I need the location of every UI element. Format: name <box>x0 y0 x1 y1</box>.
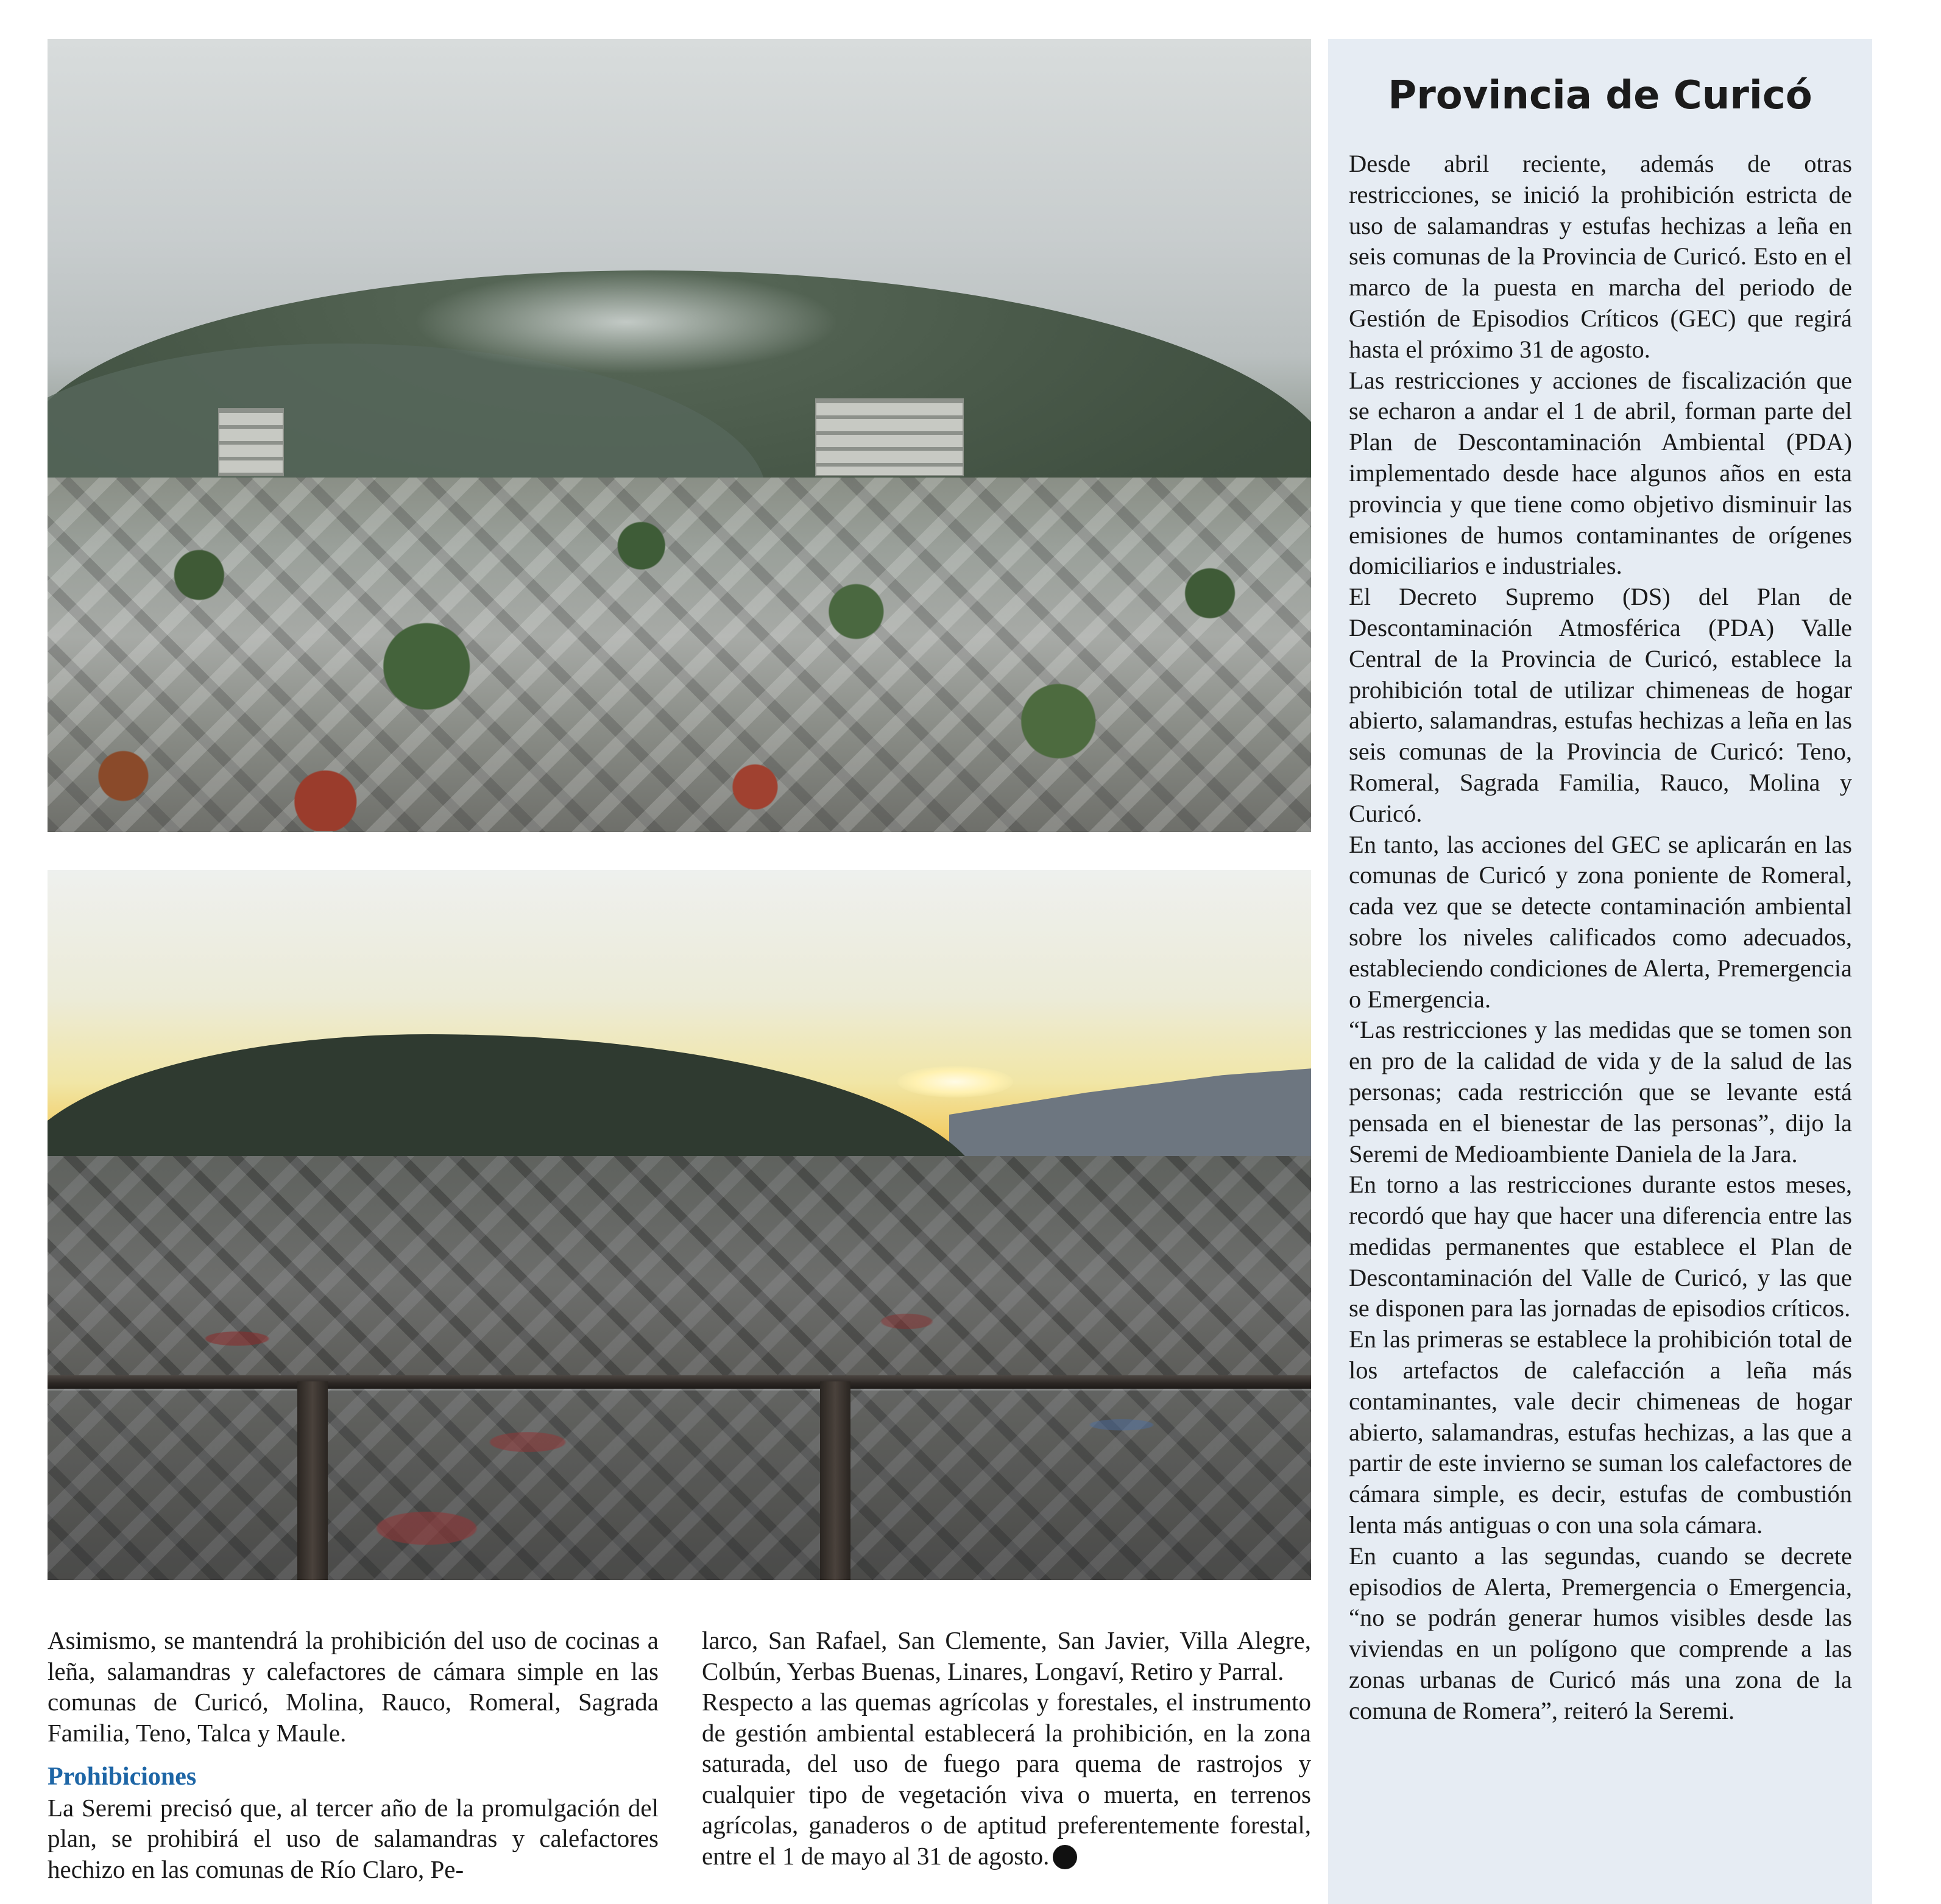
section-subhead: Prohibiciones <box>48 1763 197 1791</box>
railing-post <box>820 1381 850 1580</box>
mist <box>413 270 840 374</box>
article-paragraph-text: Respecto a las quemas agrícolas y forestales, el instrumento de gestión ambiental establecerá la prohibición, en la zona saturada, del uso de fuego para quema de rastrojos y cualquier tipo de vegetación viva o muerta, en terrenos agrícolas, ganaderos o de aptitud preferentemente forestal, entre el 1 de mayo al 31 de agosto. <box>702 1688 1311 1870</box>
sidebar-body <box>1349 149 1852 1727</box>
setting-sun <box>897 1066 1013 1098</box>
sidebar-paragraph: Las restricciones y acciones de fiscalización que se echaron a andar el 1 de abril, forman parte del Plan de Descontaminación Ambiental (PDA) implementado desde hace algunos años en esta provincia y que tiene como objetivo disminuir las emisiones de humos contaminantes de orígenes domiciliarios e industriales. <box>1349 366 1852 580</box>
sidebar-paragraph: Desde abril reciente, además de otras restricciones, se inició la prohibición estricta de uso de salamandras y estufas hechizas a leña en seis comunas de la Provincia de Curicó. Esto en el marco de la puesta en marcha del periodo de Gestión de Episodios Críticos (GEC) que regirá hasta el próximo 31 de agosto. <box>1349 150 1852 363</box>
sidebar-paragraph: “Las restricciones y las medidas que se tomen son en pro de la calidad de vida y de la salud de las personas; cada restricción que se levante está pensada en el bienestar de las personas”, dijo la Seremi de Medioambiente Daniela de la Jara. <box>1349 1016 1852 1168</box>
end-of-article-dot <box>1053 1845 1077 1869</box>
sidebar-paragraph: En tanto, las acciones del GEC se aplicarán en las comunas de Curicó y zona poniente de Romeral, cada vez que se detecte contaminación ambiental sobre los niveles calificados como adecuados, estableciendo condiciones de Alerta, Premergencia o Emergencia. <box>1349 830 1852 1013</box>
article-column-middle <box>702 1625 1311 1871</box>
article-column-left <box>48 1625 659 1885</box>
apartment-building <box>815 398 964 476</box>
article-paragraph: Asimismo, se mantendrá la prohibición del uso de cocinas a leña, salamandras y calefactores de cámara simple en las comunas de Curicó, Molina, Rauco, Romeral, Sagrada Familia, Teno, Talca y Maule. <box>48 1626 659 1747</box>
sidebar-paragraph: El Decreto Supremo (DS) del Plan de Descontaminación Atmosférica (PDA) Valle Central de la Provincia de Curicó, establece la prohibición total de utilizar chimeneas de hogar abierto, salamandras, estufas hechizas a leña en las seis comunas de la Provincia de Curicó: Teno, Romeral, Sagrada Familia, Rauco, Molina y Curicó. <box>1349 583 1852 827</box>
city-sunset-photo <box>48 870 1311 1580</box>
balcony-railing <box>48 1375 1311 1389</box>
city-hill-cloudy-photo <box>48 39 1311 832</box>
sidebar-paragraph: En cuanto a las segundas, cuando se decrete episodios de Alerta, Premergencia o Emergencia, “no se podrán generar humos visibles desde las viviendas en un polígono que comprende a las zonas urbanas de Curicó más una zona de la comuna de Romera”, reiteró la Seremi. <box>1349 1542 1852 1724</box>
glass-balcony <box>48 1389 1311 1580</box>
railing-post <box>297 1381 328 1580</box>
sidebar-paragraph: En torno a las restricciones durante estos meses, recordó que hay que hacer una diferencia entre las medidas permanentes que establece el Plan de Descontaminación del Valle de Curicó, y las que se disponen para las jornadas de episodios críticos. <box>1349 1171 1852 1322</box>
trees <box>48 465 1311 831</box>
sidebar-box <box>1328 39 1872 1904</box>
article-paragraph: La Seremi precisó que, al tercer año de la promulgación del plan, se prohibirá el uso de salamandras y calefactores hechizo en las comunas de Río Claro, Pe- <box>48 1793 659 1883</box>
sidebar-paragraph: En las primeras se establece la prohibición total de los artefactos de calefacción a leña más contaminantes, vale decir chimeneas de hogar abierto, salamandras, estufas hechizas, a las que a partir de este invierno se suman los calefactores de cámara simple, es decir, estufas de combustión lenta más antiguas o con una sola cámara. <box>1349 1325 1852 1539</box>
article-paragraph: larco, San Rafael, San Clemente, San Javier, Villa Alegre, Colbún, Yerbas Buenas, Linares, Longaví, Retiro y Parral. <box>702 1626 1311 1685</box>
sidebar-title: Provincia de Curicó <box>1388 73 1812 118</box>
article-paragraph <box>702 1687 1311 1871</box>
